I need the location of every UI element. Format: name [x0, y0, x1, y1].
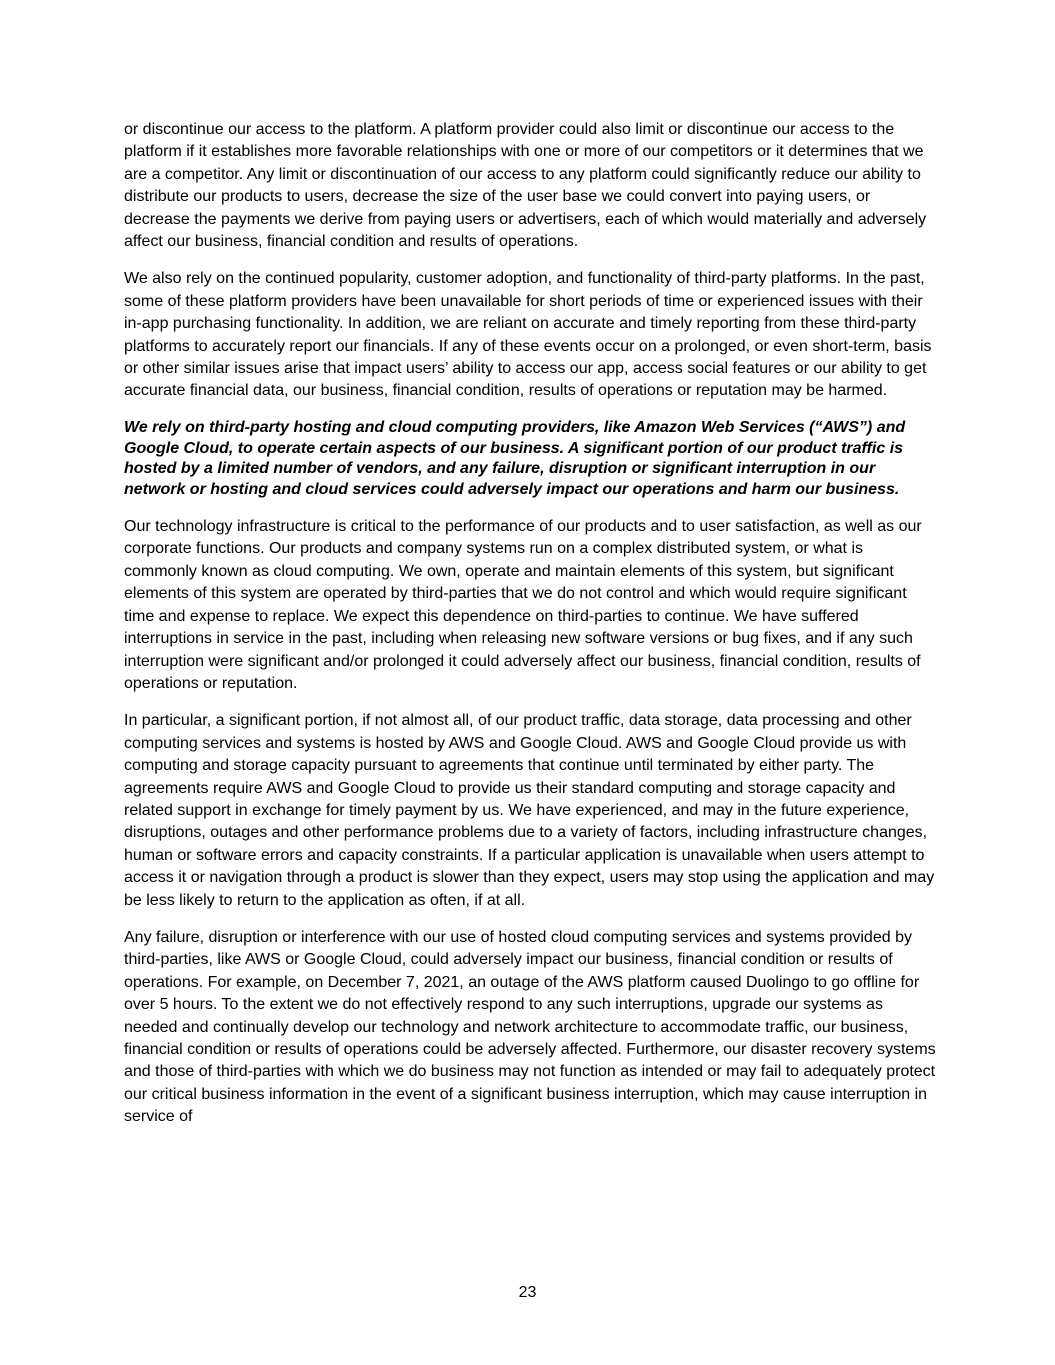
paragraph-platform-access: or discontinue our access to the platform. A platform provider could also limit or discontinue our access to the platform if it establishes more favorable relationships with one or more of our competitors or it determines that we are a competitor. Any limit or discontinuation of our access to any platform could significantly reduce our ability to distribute our products to users, decrease the size of the user base we could convert into paying users, or decrease the payments we derive from paying users or advertisers, each of which would materially and adversely affect our business, financial condition and results of operations.: [124, 121, 927, 251]
paragraph-aws-google-cloud: In particular, a significant portion, if not almost all, of our product traffic, data storage, data processing and other computing services and systems is hosted by AWS and Google Cloud. AWS and Google Cloud provide us with computing and storage capacity pursuant to agreements that continue until terminated by either party. The agreements require AWS and Google Cloud to provide us their standard computing and storage capacity and related support in exchange for timely payment by us. We have experienced, and may in the future experience, disruptions, outages and other performance problems due to a variety of factors, including infrastructure changes, human or software errors and capacity constraints. If a particular application is unavailable when users attempt to access it or navigation through a product is slower than they expect, users may stop using the application and may be less likely to return to the application as often, if at all.: [124, 712, 935, 909]
page-number: 23: [518, 1284, 537, 1301]
paragraph-hosted-service-failure: Any failure, disruption or interference with our use of hosted cloud computing services and systems provided by third-parties, like AWS or Google Cloud, could adversely impact our business, financial condition or results of operations. For example, on December 7, 2021, an outage of the AWS platform caused Duolingo to go offline for over 5 hours. To the extent we do not effectively respond to any such interruptions, upgrade our systems as needed and continually develop our technology and network architecture to accommodate traffic, our business, financial condition or results of operations could be adversely affected. Furthermore, our disaster recovery systems and those of third-parties with which we do business may not function as intended or may fail to adequately protect our critical business information in the event of a significant business interruption, which may cause interruption in service of: [124, 928, 936, 1126]
paragraph-third-party-platforms: We also rely on the continued popularity, customer adoption, and functionality of third-party platforms. In the past, some of these platform providers have been unavailable for short periods of time or experienced issues with their in-app purchasing functionality. In addition, we are reliant on accurate and timely reporting from these third-party platforms to accurately report our financials. If any of these events occur on a prolonged, or even short-term, basis or other similar issues arise that impact users’ ability to access our app, access social features or our ability to get accurate financial data, our business, financial condition, results of operations or reputation may be harmed.: [124, 270, 932, 400]
document-body: [124, 119, 936, 1144]
paragraph-technology-infrastructure: Our technology infrastructure is critical to the performance of our products and to user satisfaction, as well as our corporate functions. Our products and company systems run on a complex distributed system, or what is commonly known as cloud computing. We own, operate and maintain elements of this system, but significant elements of this system are operated by third-parties that we do not control and which would require significant time and expense to replace. We expect this dependence on third-parties to continue. We have suffered interruptions in service in the past, including when releasing new software versions or bug fixes, and if any such interruption were significant and/or prolonged it could adversely affect our business, financial condition, results of operations or reputation.: [124, 518, 922, 692]
risk-factor-heading: We rely on third-party hosting and cloud computing providers, like Amazon Web Services (“AWS”) and Google Cloud, to operate certain aspects of our business. A significant portion of our product traffic is hosted by a limited number of vendors, and any failure, disruption or significant interruption in our network or hosting and cloud services could adversely impact our operations and harm our business.: [124, 418, 906, 499]
